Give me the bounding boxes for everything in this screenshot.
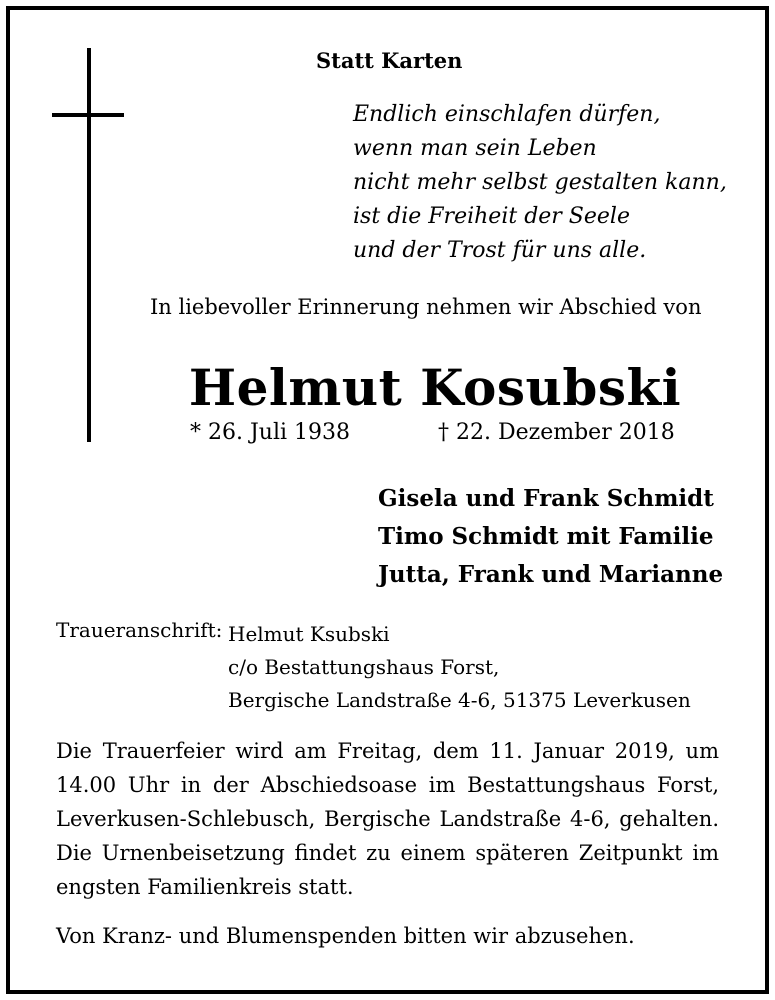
ceremony-paragraph: Die Trauerfeier wird am Freitag, dem 11. Januar 2019, um 14.00 Uhr in der Abschiedsoase im Bestattungshaus Forst, Leverkusen-Schlebusch, Bergische Landstraße 4-6, gehalten. Die Urnenbeisetzung findet zu einem späteren Zeitpunkt im engsten Familienkreis statt. xyxy=(56,739,719,899)
address-line: Helmut Ksubski xyxy=(228,622,390,646)
family-line: Timo Schmidt mit Familie xyxy=(378,523,714,550)
family-line: Gisela und Frank Schmidt xyxy=(378,485,714,512)
deceased-name: Helmut Kosubski xyxy=(188,358,682,417)
poem xyxy=(353,98,727,268)
cross-icon-horizontal xyxy=(52,113,124,117)
closing-note: Von Kranz- und Blumenspenden bitten wir abzusehen. xyxy=(56,924,635,948)
intro-text: In liebevoller Erinnerung nehmen wir Abschied von xyxy=(150,295,702,319)
death-date: † 22. Dezember 2018 xyxy=(438,420,675,445)
poem-line: ist die Freiheit der Seele xyxy=(353,204,630,229)
mourning-address xyxy=(228,618,691,717)
family-line: Jutta, Frank und Marianne xyxy=(378,561,724,588)
statt-karten-heading: Statt Karten xyxy=(316,48,463,73)
family-signatures xyxy=(378,480,723,594)
poem-line: nicht mehr selbst gestalten kann, xyxy=(353,170,727,195)
poem-line: Endlich einschlafen dürfen, xyxy=(353,102,661,127)
birth-date: * 26. Juli 1938 xyxy=(190,420,351,445)
address-line: c/o Bestattungshaus Forst, xyxy=(228,655,500,679)
address-line: Bergische Landstraße 4-6, 51375 Leverkusen xyxy=(228,688,691,712)
poem-line: wenn man sein Leben xyxy=(353,136,597,161)
poem-line: und der Trost für uns alle. xyxy=(353,238,647,263)
address-label: Traueranschrift: xyxy=(56,618,223,642)
